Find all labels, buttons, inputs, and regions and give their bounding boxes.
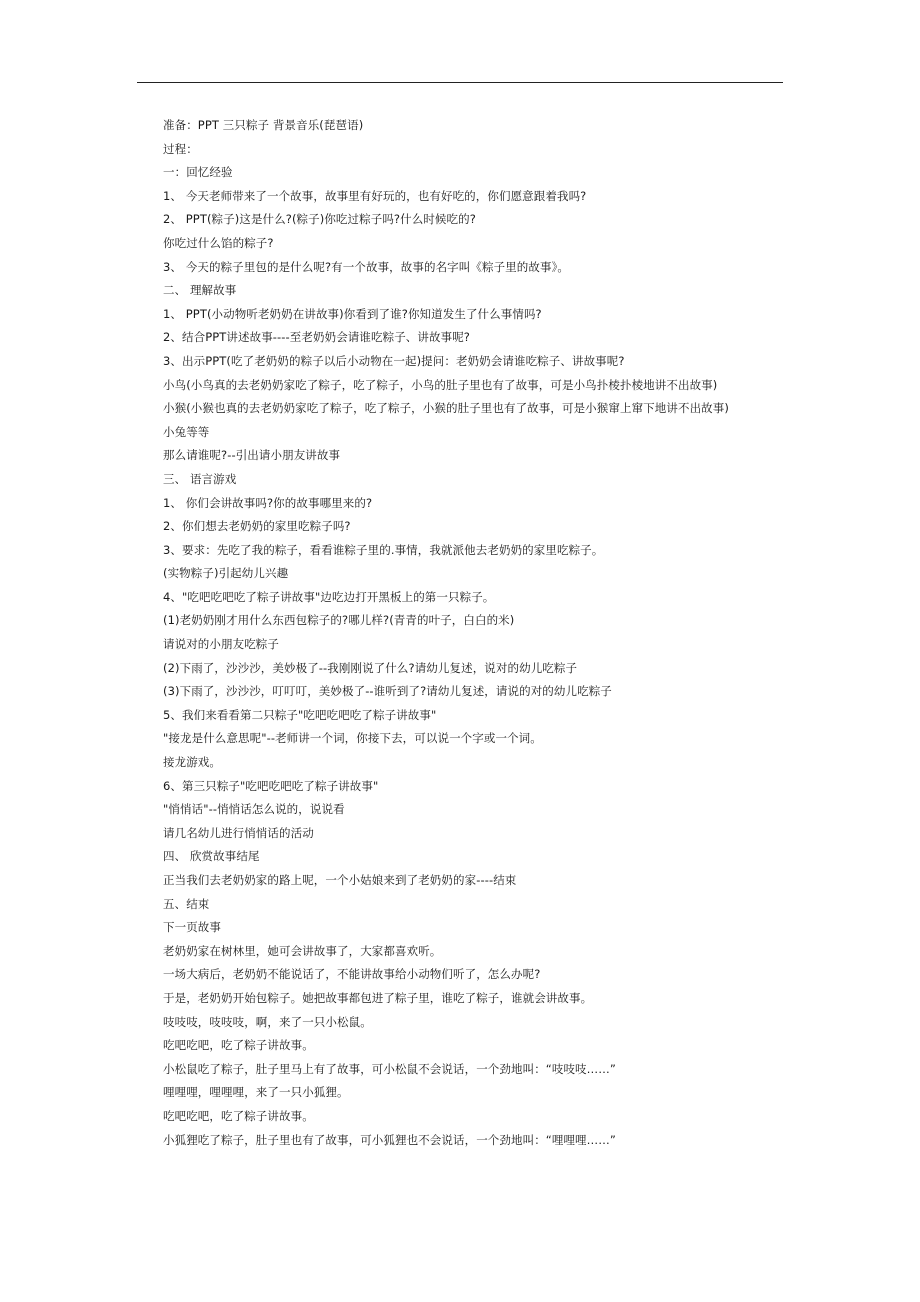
text-line: "悄悄话"--悄悄话怎么说的，说说看 bbox=[163, 802, 345, 817]
text-line: 正当我们去老奶奶家的路上呢，一个小姑娘来到了老奶奶的家----结束 bbox=[163, 873, 517, 887]
text-line: (实物粽子)引起幼儿兴趣 bbox=[163, 566, 289, 581]
text-line: 三、 语言游戏 bbox=[163, 471, 237, 486]
header-rule bbox=[137, 82, 783, 83]
text-line: 于是，老奶奶开始包粽子。她把故事都包进了粽子里，谁吃了粽子，谁就会讲故事。 bbox=[163, 990, 593, 1005]
text-line: 小鸟(小鸟真的去老奶奶家吃了粽子，吃了粽子，小鸟的肚子里也有了故事，可是小鸟扑棱扑棱地讲不出故事) bbox=[163, 377, 718, 392]
text-line: 2、 PPT(粽子)这是什么?(粽子)你吃过粽子吗?什么时候吃的? bbox=[163, 212, 476, 227]
document-body bbox=[163, 114, 793, 1152]
text-line: 6、第三只粽子"吃吧吃吧吃了粽子讲故事" bbox=[163, 778, 379, 793]
text-line: 老奶奶家在树林里，她可会讲故事了，大家都喜欢听。 bbox=[163, 943, 442, 958]
text-line: 3、出示PPT(吃了老奶奶的粽子以后小动物在一起)提问：老奶奶会请谁吃粽子、讲故事呢? bbox=[163, 353, 625, 368]
text-line: 请说对的小朋友吃粽子 bbox=[163, 637, 279, 652]
text-line: 你吃过什么馅的粽子? bbox=[163, 235, 274, 250]
text-line: 四、 欣赏故事结尾 bbox=[163, 849, 260, 864]
text-line: 过程： bbox=[163, 141, 198, 156]
text-line: 3、要求：先吃了我的粽子，看看谁粽子里的.事情，我就派他去老奶奶的家里吃粽子。 bbox=[163, 542, 604, 557]
text-line: (2)下雨了，沙沙沙，美妙极了--我刚刚说了什么?请幼儿复述，说对的幼儿吃粽子 bbox=[163, 660, 578, 675]
text-line: 一：回忆经验 bbox=[163, 165, 233, 180]
text-line: 1、 今天老师带来了一个故事，故事里有好玩的，也有好吃的，你们愿意跟着我吗? bbox=[163, 188, 587, 203]
text-line: 1、 PPT(小动物听老奶奶在讲故事)你看到了谁?你知道发生了什么事情吗? bbox=[163, 306, 542, 321]
text-line: 哩哩哩，哩哩哩，来了一只小狐狸。 bbox=[163, 1085, 349, 1100]
text-line: 准备：PPT 三只粽子 背景音乐(琵琶语) bbox=[163, 118, 364, 132]
text-line: 那么请谁呢?--引出请小朋友讲故事 bbox=[163, 448, 341, 463]
text-line: (1)老奶奶刚才用什么东西包粽子的?哪儿样?(青青的叶子，白白的米) bbox=[163, 613, 515, 628]
text-line: 5、我们来看看第二只粽子"吃吧吃吧吃了粽子讲故事" bbox=[163, 707, 437, 722]
text-line: 吱吱吱，吱吱吱，啊，来了一只小松鼠。 bbox=[163, 1014, 372, 1029]
text-line: 4、"吃吧吃吧吃了粽子讲故事"边吃边打开黑板上的第一只粽子。 bbox=[163, 589, 495, 604]
text-line: 小猴(小猴也真的去老奶奶家吃了粽子，吃了粽子，小猴的肚子里也有了故事，可是小猴窜上窜下地讲不出故事) bbox=[163, 401, 729, 416]
text-line: 二、 理解故事 bbox=[163, 283, 237, 298]
text-line: 请几名幼儿进行悄悄话的活动 bbox=[163, 825, 314, 840]
text-line: 吃吧吃吧，吃了粽子讲故事。 bbox=[163, 1038, 314, 1053]
text-line: 吃吧吃吧，吃了粽子讲故事。 bbox=[163, 1108, 314, 1123]
text-line: 1、 你们会讲故事吗?你的故事哪里来的? bbox=[163, 495, 373, 510]
text-line: 3、 今天的粽子里包的是什么呢?有一个故事，故事的名字叫《粽子里的故事》。 bbox=[163, 259, 570, 274]
text-line: (3)下雨了，沙沙沙，叮叮叮，美妙极了--谁听到了?请幼儿复述，请说的对的幼儿吃粽子 bbox=[163, 684, 612, 699]
text-line: "接龙是什么意思呢"--老师讲一个词，你接下去，可以说一个字或一个词。 bbox=[163, 731, 542, 746]
text-line: 2、结合PPT讲述故事----至老奶奶会请谁吃粽子、讲故事呢? bbox=[163, 330, 471, 345]
text-line: 小兔等等 bbox=[163, 424, 210, 439]
text-line: 小松鼠吃了粽子，肚子里马上有了故事，可小松鼠不会说话，一个劲地叫：“吱吱吱……” bbox=[163, 1061, 616, 1076]
text-line: 下一页故事 bbox=[163, 920, 221, 935]
text-line: 五、结束 bbox=[163, 896, 210, 911]
text-line: 接龙游戏。 bbox=[163, 755, 221, 770]
text-line: 2、你们想去老奶奶的家里吃粽子吗? bbox=[163, 519, 351, 534]
text-line: 小狐狸吃了粽子，肚子里也有了故事，可小狐狸也不会说话，一个劲地叫：“哩哩哩……” bbox=[163, 1132, 616, 1147]
text-line: 一场大病后，老奶奶不能说话了，不能讲故事给小动物们听了，怎么办呢? bbox=[163, 967, 541, 982]
